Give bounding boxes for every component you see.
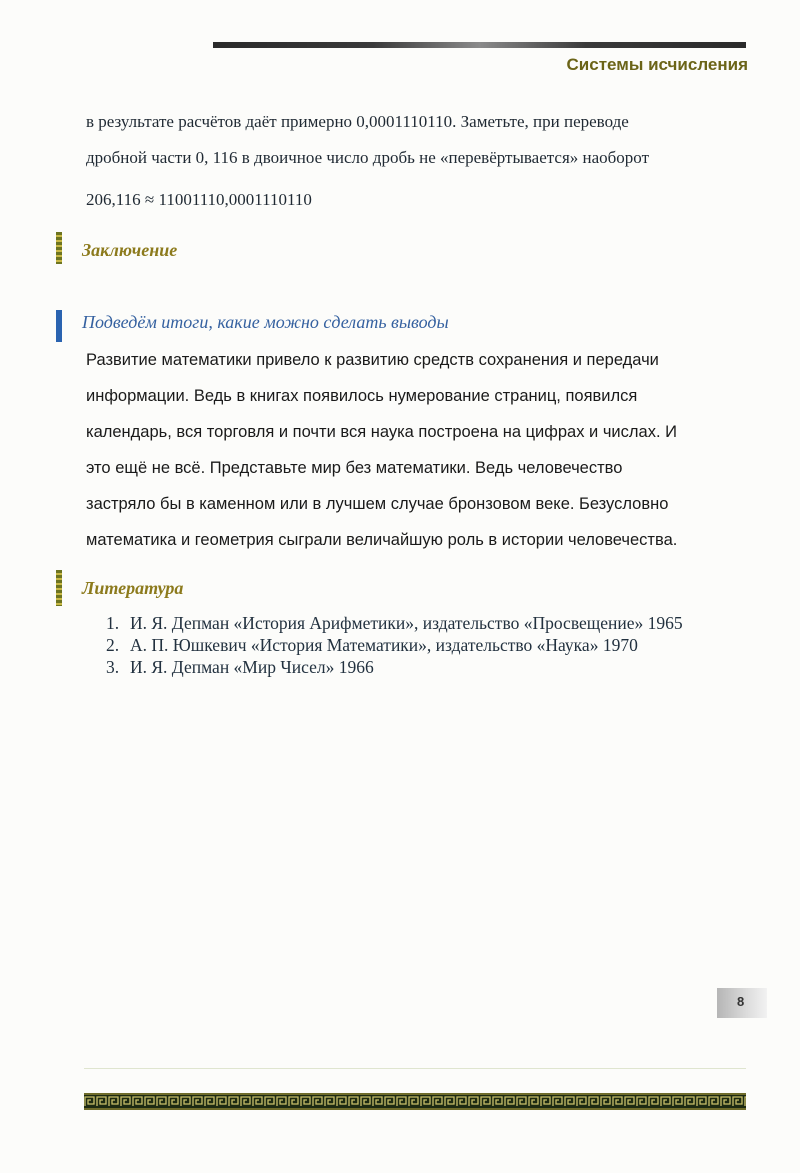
literature-item-number: 1. [106,613,120,633]
literature-item-text: И. Я. Депман «Мир Чисел» 1966 [130,657,374,677]
page-header-title: Системы исчисления [566,55,748,74]
literature-heading: Литература [82,578,184,598]
literature-list [106,612,746,678]
intro-line-2: дробной части 0, 116 в двоичное число дробь не «перевёртывается» наоборот [86,148,650,167]
literature-heading-bar [56,570,62,606]
literature-item-text: А. П. Юшкевич «История Математики», издательство «Наука» 1970 [130,635,638,655]
literature-item-number: 2. [106,635,120,655]
greek-key-pattern [84,1095,746,1108]
literature-item [106,612,746,634]
footer-line [84,1068,746,1069]
conclusion-line: календарь, вся торговля и почти вся наука построена на цифрах и числах. И [86,423,677,441]
intro-formula: 206,116 ≈ 11001110,0001110110 [86,190,312,209]
intro-line-1: в результате расчётов даёт примерно 0,0001110110. Заметьте, при переводе [86,112,629,131]
literature-item [106,656,746,678]
conclusion-line: это ещё не всё. Представьте мир без математики. Ведь человечество [86,459,623,477]
subheading-bar [56,310,62,342]
conclusion-line: информации. Ведь в книгах появилось нумерование страниц, появился [86,387,638,405]
page-number: 8 [737,994,745,1009]
conclusion-subheading: Подведём итоги, какие можно сделать выводы [82,312,449,332]
literature-item-text: И. Я. Депман «История Арифметики», издательство «Просвещение» 1965 [130,613,683,633]
greek-key-border [84,1093,746,1110]
conclusion-line: застряло бы в каменном или в лучшем случае бронзовом веке. Безусловно [86,495,669,513]
conclusion-line: математика и геометрия сыграли величайшую роль в истории человечества. [86,531,678,549]
conclusion-heading: Заключение [82,240,178,260]
literature-item [106,634,746,656]
conclusion-body [86,342,756,558]
conclusion-line: Развитие математики привело к развитию средств сохранения и передачи [86,351,659,369]
conclusion-heading-bar [56,232,62,264]
literature-item-number: 3. [106,657,120,677]
header-rule [213,42,746,48]
